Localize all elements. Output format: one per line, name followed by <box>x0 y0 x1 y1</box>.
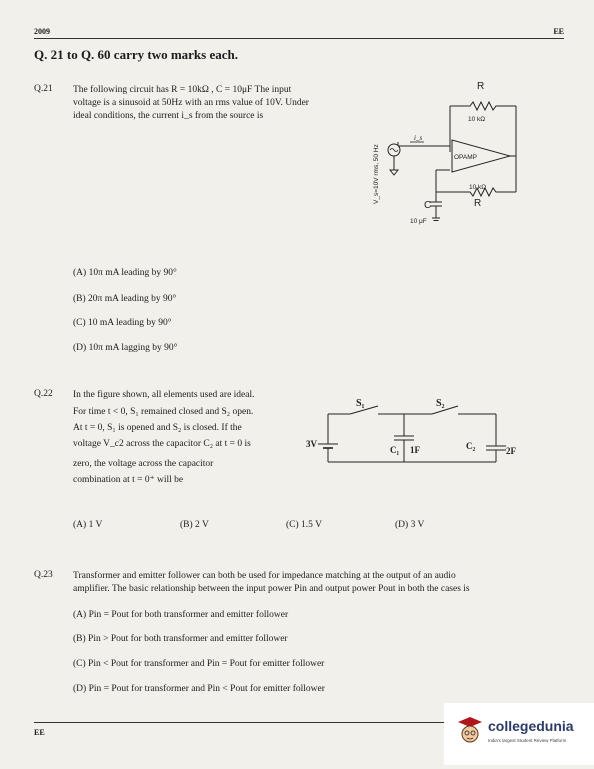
option-text: Pin = Pout for both transformer and emitter follower <box>88 610 289 620</box>
q23-option-d <box>73 684 325 694</box>
q22-circuit-diagram <box>306 390 521 470</box>
q21-option-a <box>73 268 177 278</box>
q21-r-bottom-value: 10 kΩ <box>469 184 487 191</box>
option-key: (B) <box>180 520 193 530</box>
q22-c1-value: 1F <box>410 445 420 455</box>
q23-line-2: amplifier. The basic relationship between the input power Pin and output power Pout in both the cases is <box>73 584 470 594</box>
q22-option-c <box>286 520 322 530</box>
option-key: (C) <box>73 318 86 328</box>
q23-option-b <box>73 634 288 644</box>
option-text: 1 V <box>88 520 103 530</box>
q22-line-4: voltage V_c2 across the capacitor C₂ at t = 0 is <box>73 439 251 449</box>
option-key: (C) <box>73 659 86 669</box>
option-key: (A) <box>73 610 87 620</box>
graduate-avatar-icon <box>456 716 484 746</box>
watermark-tagline: India's largest Student Review Platform <box>488 738 567 743</box>
q22-line-1: In the figure shown, all elements used are ideal. <box>73 390 255 400</box>
option-text: Pin > Pout for both transformer and emitter follower <box>88 634 288 644</box>
footer-paper-code: EE <box>34 728 45 737</box>
q22-line-2: For time t < 0, S₁ remained closed and S₂ open. <box>73 407 254 417</box>
option-text: 1.5 V <box>301 520 322 530</box>
q21-c-label: C <box>424 200 432 211</box>
option-key: (B) <box>73 634 86 644</box>
q21-circuit-diagram <box>370 78 530 228</box>
q21-line-2: voltage is a sinusoid at 50Hz with an rms value of 10V. Under <box>73 98 309 108</box>
q21-r-top-value: 10 kΩ <box>468 116 486 123</box>
header-divider <box>34 38 564 39</box>
option-text: 20π mA leading by 90° <box>88 294 177 304</box>
q22-line-6: combination at t = 0⁺ will be <box>73 475 184 485</box>
q22-option-d <box>395 520 424 530</box>
q21-r-top-label: R <box>477 81 485 92</box>
watermark-brand: collegedunia <box>488 718 574 734</box>
q23-option-a <box>73 610 288 620</box>
section-title: Q. 21 to Q. 60 carry two marks each. <box>34 47 238 62</box>
header-year: 2009 <box>34 27 50 36</box>
q22-s1-label: S₁ <box>356 398 365 409</box>
option-text: Pin < Pout for transformer and Pin = Pout for emitter follower <box>88 659 325 669</box>
option-key: (A) <box>73 268 87 278</box>
resistor-bottom-symbol <box>436 188 516 196</box>
q23-line-1: Transformer and emitter follower can both be used for impedance matching at the output of an audio <box>73 571 456 581</box>
q21-source-label: V_s=10V rms, 50 Hz <box>373 144 380 204</box>
q21-number: Q.21 <box>34 84 53 94</box>
q21-option-b <box>73 294 176 304</box>
option-text: 10π mA leading by 90° <box>88 268 177 278</box>
q22-s2-label: S₂ <box>436 398 445 409</box>
q22-c2-value: 2F <box>506 446 516 456</box>
option-text: Pin = Pout for transformer and Pin < Pout for emitter follower <box>88 684 325 694</box>
q22-source-label: 3V <box>306 439 317 449</box>
option-text: 10 mA leading by 90° <box>88 318 172 328</box>
q22-option-a <box>73 520 102 530</box>
option-key: (D) <box>395 520 409 530</box>
option-key: (B) <box>73 294 86 304</box>
option-key: (D) <box>73 343 87 353</box>
q23-number: Q.23 <box>34 570 53 580</box>
header-paper-code: EE <box>553 27 564 36</box>
q21-c-value: 10 μF <box>410 218 427 225</box>
q21-current-label: i_s <box>414 134 423 142</box>
q22-option-b <box>180 520 209 530</box>
q21-r-bottom-label: R <box>474 198 482 209</box>
q23-option-c <box>73 659 324 669</box>
resistor-top-symbol <box>450 102 516 110</box>
q21-opamp-label: OPAMP <box>454 154 477 161</box>
option-key: (D) <box>73 684 87 694</box>
q22-c2-label: C₂ <box>466 441 476 451</box>
q21-option-c <box>73 318 172 328</box>
option-key: (C) <box>286 520 299 530</box>
q22-line-5: zero, the voltage across the capacitor <box>73 459 214 469</box>
q21-option-d <box>73 343 177 353</box>
q22-line-3: At t = 0, S₁ is opened and S₂ is closed. If the <box>73 423 242 433</box>
q21-line-3: ideal conditions, the current i_s from the source is <box>73 111 264 121</box>
option-key: (A) <box>73 520 87 530</box>
q22-c1-label: C₁ <box>390 445 400 455</box>
option-text: 10π mA lagging by 90° <box>88 343 178 353</box>
q21-line-1: The following circuit has R = 10kΩ , C = 10μF The input <box>73 85 292 95</box>
option-text: 2 V <box>195 520 209 530</box>
q22-number: Q.22 <box>34 389 53 399</box>
option-text: 3 V <box>410 520 425 530</box>
